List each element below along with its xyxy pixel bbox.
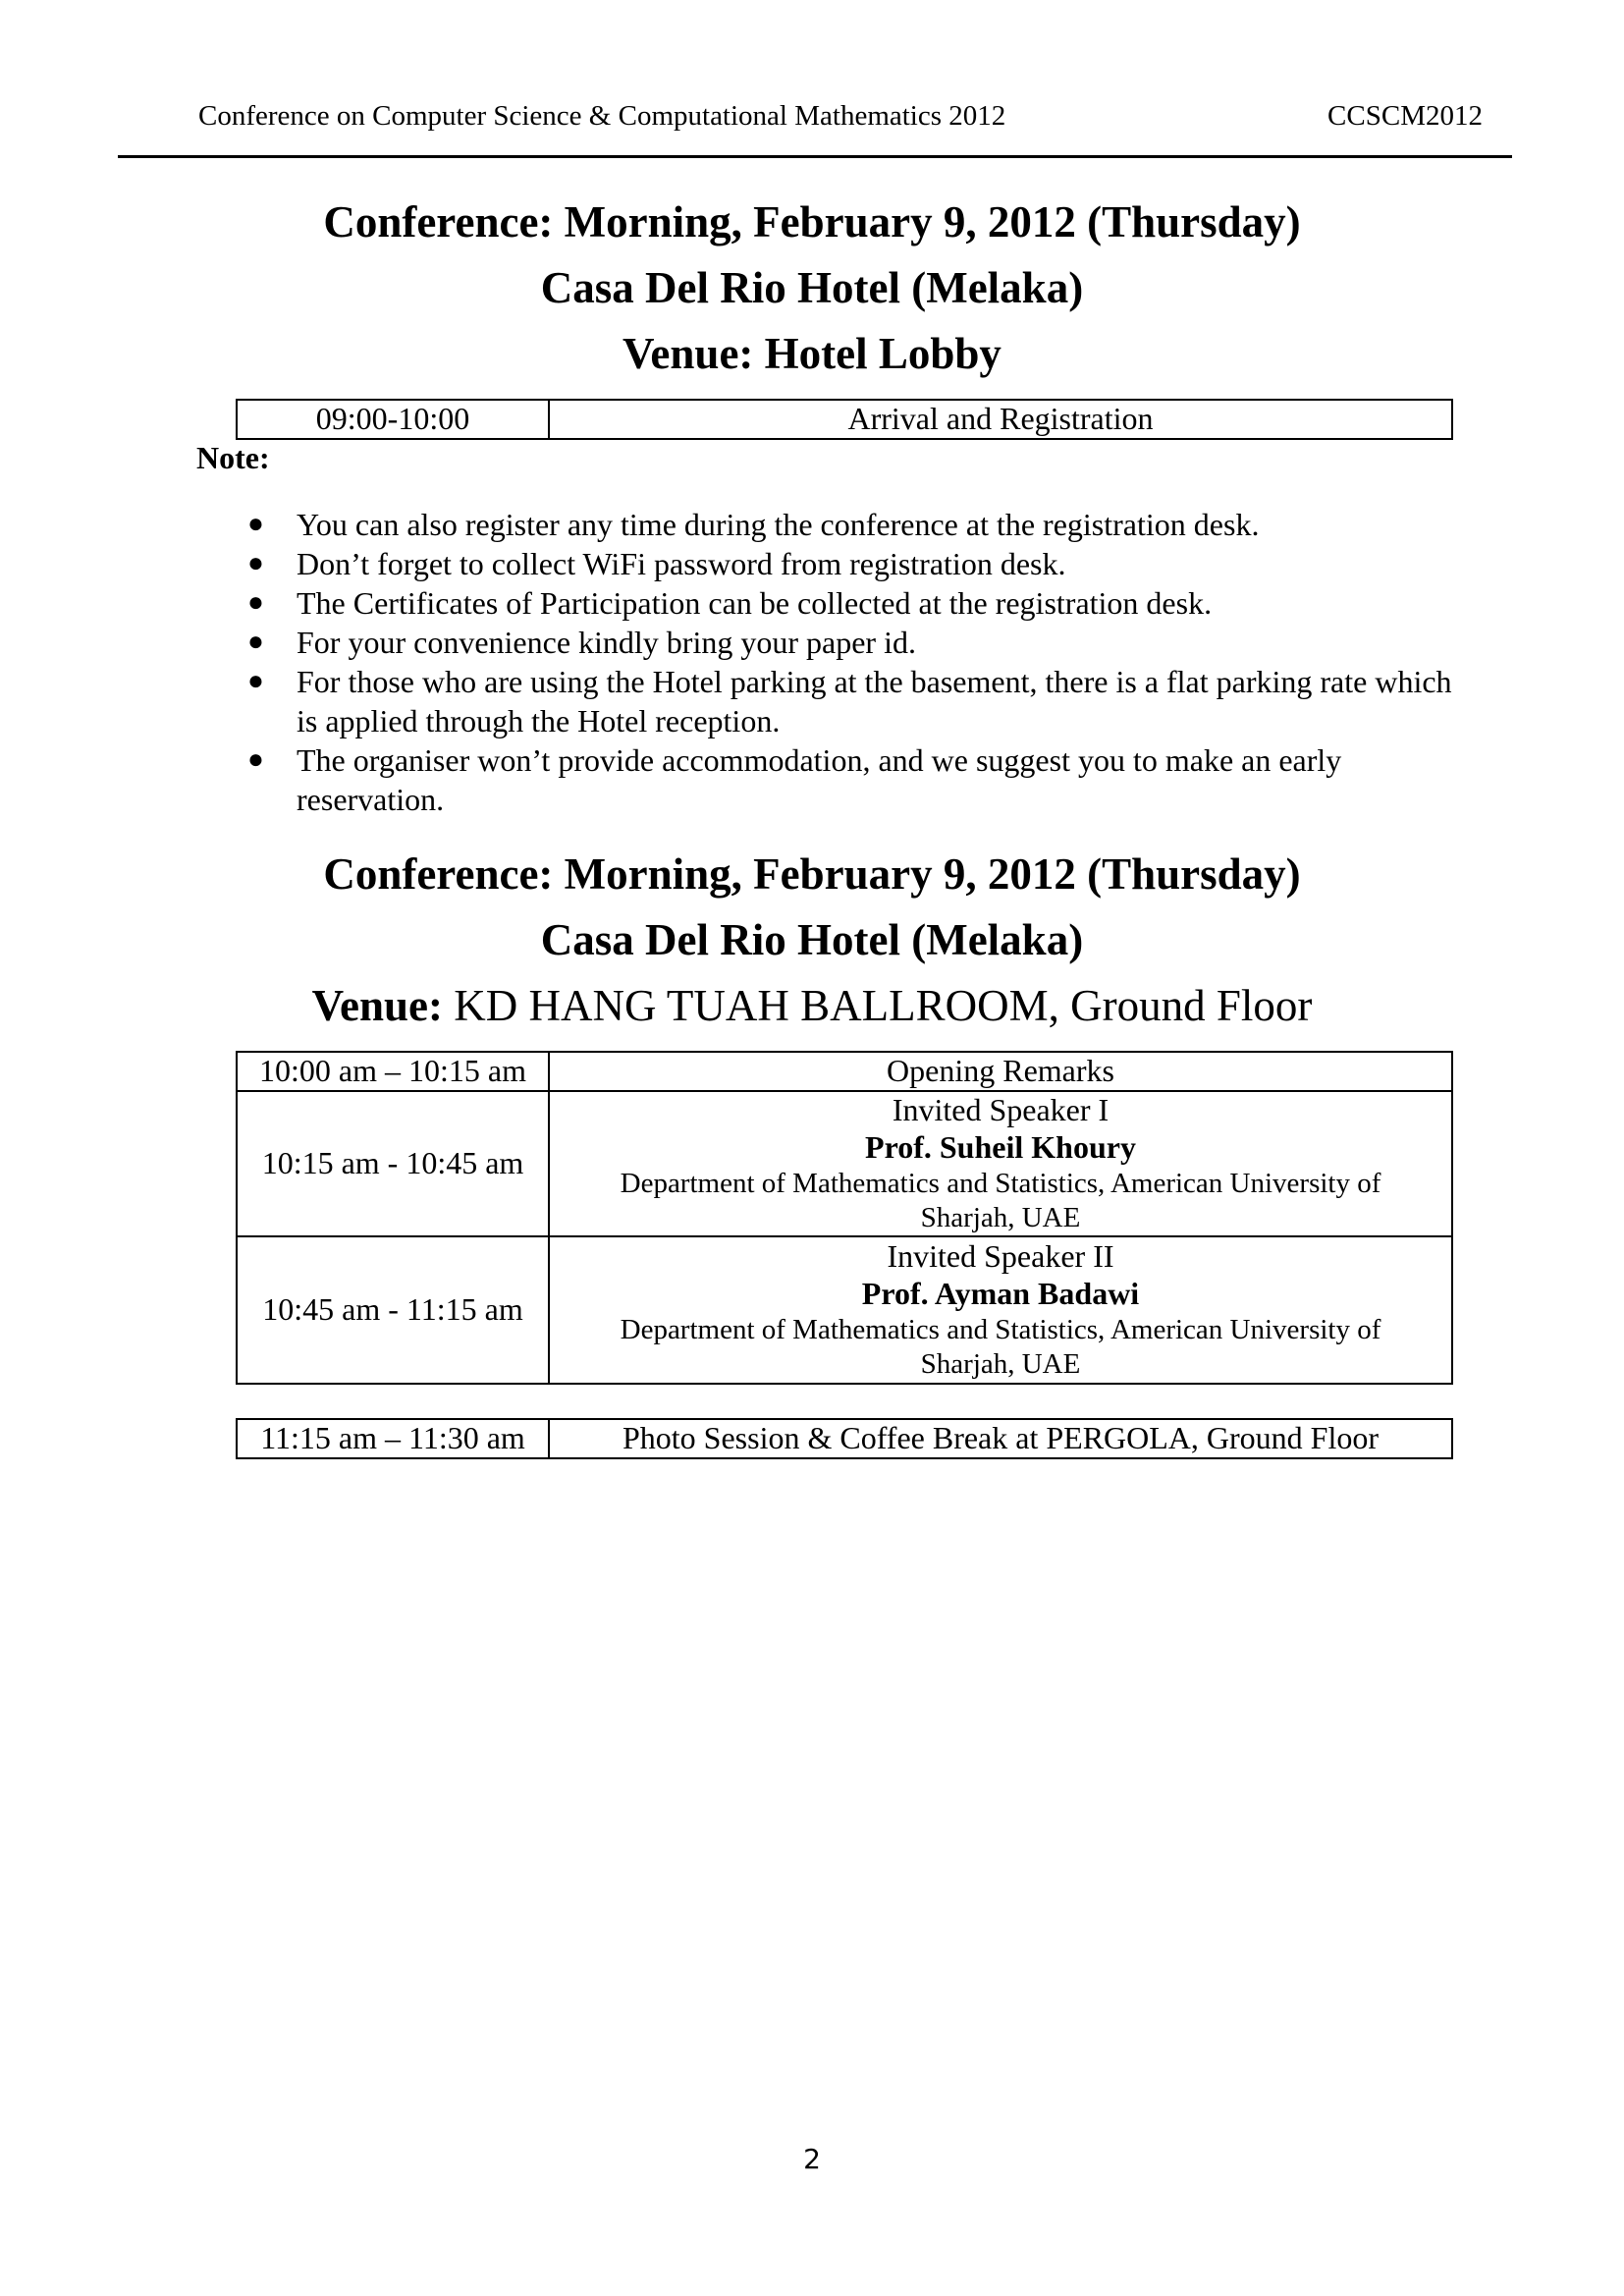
table-row [237,1236,1452,1384]
bullet-icon: ● [247,627,264,657]
speaker-name: Prof. Suheil Khoury [865,1129,1136,1166]
event-cell: Photo Session & Coffee Break at PERGOLA, Ground Floor [549,1419,1452,1458]
registration-table [236,399,1453,440]
list-item-text: You can also register any time during the conference at the registration desk. [297,507,1260,542]
bullet-icon: ● [247,548,264,578]
speaker-role: Invited Speaker I [892,1092,1110,1128]
event-cell: Arrival and Registration [549,400,1452,439]
note-list [245,505,1453,819]
list-item [245,662,1453,740]
section1-title-venue: Venue: Hotel Lobby [623,329,1001,378]
section2-title-hotel: Casa Del Rio Hotel (Melaka) [540,915,1084,964]
time-cell: 11:15 am – 11:30 am [237,1419,549,1458]
speaker-affiliation: Department of Mathematics and Statistics, American University of Sharjah, UAE [620,1167,1381,1233]
time-cell: 10:15 am - 10:45 am [237,1091,549,1236]
speaker-cell [549,1236,1452,1384]
time-cell: 10:45 am - 11:15 am [237,1236,549,1384]
section1-title-date: Conference: Morning, February 9, 2012 (Thursday) [323,197,1301,246]
header-conference-name: Conference on Computer Science & Computational Mathematics 2012 [198,100,1006,132]
list-item-text: For those who are using the Hotel parking at the basement, there is a flat parking rate which is applied through the Hotel reception. [297,664,1452,738]
table-row [237,1091,1452,1236]
speaker-affiliation: Department of Mathematics and Statistics, American University of Sharjah, UAE [620,1313,1381,1380]
break-table [236,1418,1453,1459]
speaker-cell [549,1091,1452,1236]
page-header [118,96,1512,158]
program-table [236,1051,1453,1385]
section2-title-venue [0,981,1624,1030]
list-item [245,623,1453,662]
time-cell: 09:00-10:00 [237,400,549,439]
page-number: 2 [803,2143,821,2175]
note-label: Note: [196,440,270,475]
venue-value: KD HANG TUAH BALLROOM, Ground Floor [454,981,1313,1030]
list-item-text: For your convenience kindly bring your paper id. [297,625,916,660]
section2-title-date: Conference: Morning, February 9, 2012 (Thursday) [323,849,1301,899]
venue-label: Venue: [311,981,443,1030]
list-item [245,544,1453,583]
list-item [245,583,1453,623]
list-item [245,740,1453,819]
list-item-text: The organiser won’t provide accommodation, and we suggest you to make an early reservation. [297,742,1342,817]
time-cell: 10:00 am – 10:15 am [237,1052,549,1091]
bullet-icon: ● [247,744,264,775]
table-row [237,400,1452,439]
speaker-role: Invited Speaker II [887,1238,1114,1275]
list-item-text: The Certificates of Participation can be collected at the registration desk. [297,585,1213,621]
bullet-icon: ● [247,666,264,696]
bullet-icon: ● [247,509,264,539]
speaker-name: Prof. Ayman Badawi [861,1276,1140,1312]
table-row [237,1419,1452,1458]
header-code: CCSCM2012 [1327,100,1483,132]
table-row [237,1052,1452,1091]
list-item [245,505,1453,544]
section1-title-hotel: Casa Del Rio Hotel (Melaka) [540,263,1084,312]
bullet-icon: ● [247,587,264,618]
event-cell: Opening Remarks [549,1052,1452,1091]
list-item-text: Don’t forget to collect WiFi password from registration desk. [297,546,1066,581]
